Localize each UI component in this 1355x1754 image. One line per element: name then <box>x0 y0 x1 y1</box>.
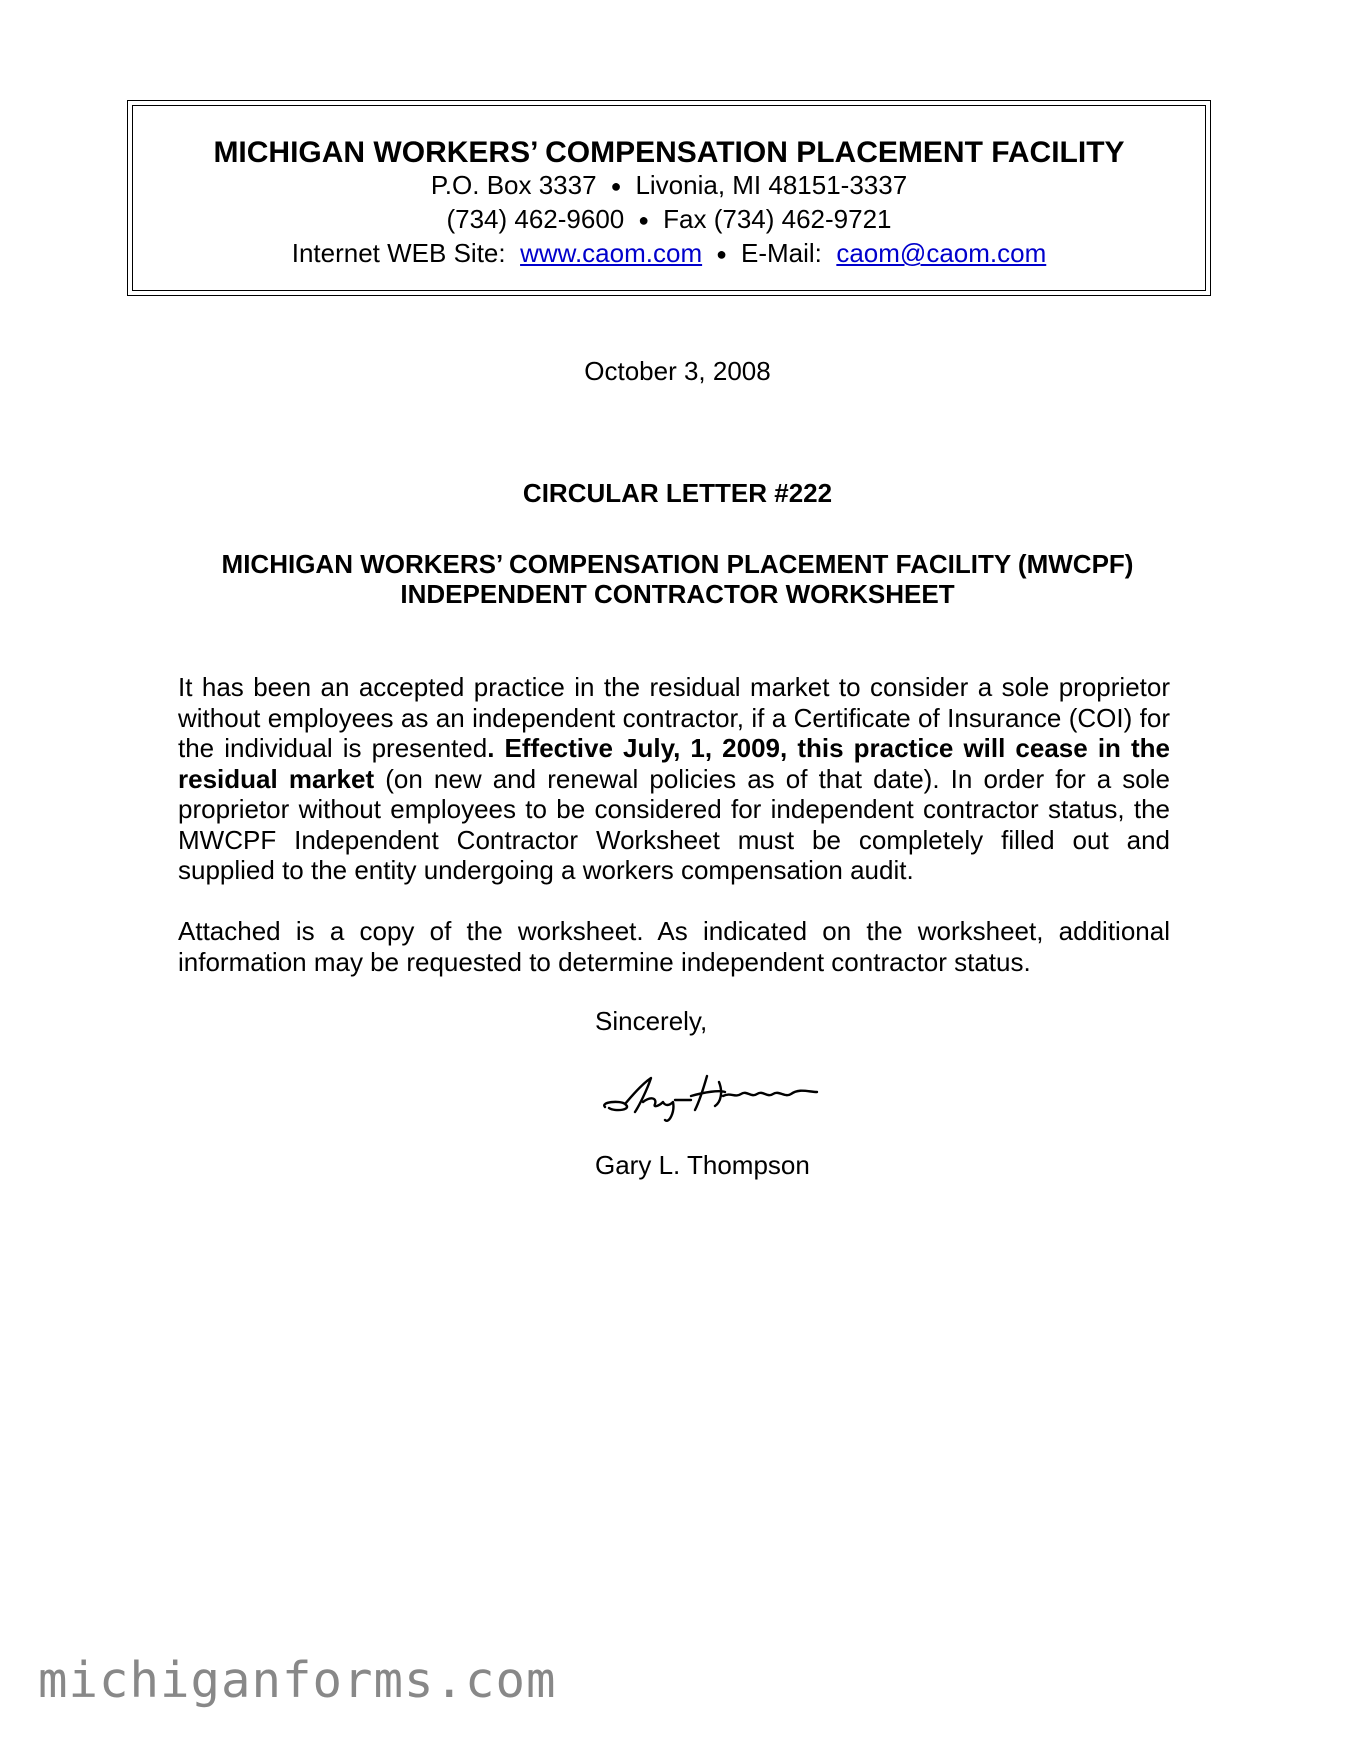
letterhead-box <box>127 100 1211 296</box>
signer-name: Gary L. Thompson <box>595 1150 810 1180</box>
watermark-text: michiganforms.com <box>38 1652 557 1709</box>
bullet-separator: ● <box>716 244 727 264</box>
circular-letter-title: CIRCULAR LETTER #222 <box>522 478 833 508</box>
closing-salutation: Sincerely, <box>595 1006 708 1036</box>
subject-line-1: MICHIGAN WORKERS’ COMPENSATION PLACEMENT FACILITY (MWCPF) <box>221 549 1134 579</box>
handwritten-signature <box>595 1062 845 1132</box>
city-state-zip: Livonia, MI 48151-3337 <box>635 170 908 200</box>
bullet-separator: ● <box>638 210 650 230</box>
address-line <box>133 170 1205 204</box>
email-label: E-Mail: <box>740 238 822 268</box>
body-paragraph-1 <box>178 672 1170 886</box>
website-link[interactable]: www.caom.com <box>520 238 703 268</box>
paragraph-1-text: It has been an accepted practice in the residual market to consider a sole proprietor without employees as an independent contractor, if a Certificate of Insurance (COI) for the individual is presented <box>178 672 1170 763</box>
bullet-separator: ● <box>610 176 622 196</box>
fax-number: Fax (734) 462-9721 <box>663 204 892 234</box>
letterhead-inner-border <box>132 105 1206 291</box>
organization-name: MICHIGAN WORKERS’ COMPENSATION PLACEMENT FACILITY <box>213 136 1125 169</box>
paragraph-1-text-continued: (on new and renewal policies as of that date). In order for a sole proprietor without employees to be considered for independent contractor status, the MWCPF Independent Contractor Worksheet must be completely filled out and supplied to the entity undergoing a workers compensation audit. <box>178 763 1170 885</box>
body-paragraph-2: Attached is a copy of the worksheet. As indicated on the worksheet, additional information may be requested to determine independent contractor status. <box>178 916 1170 977</box>
subject-heading <box>0 549 1355 609</box>
letter-date: October 3, 2008 <box>584 356 771 386</box>
po-box: P.O. Box 3337 <box>430 170 597 200</box>
paragraph-1-bold-text: . Effective July, 1, 2009, this practice will cease in the residual market <box>178 733 1171 794</box>
phone-number: (734) 462-9600 <box>446 204 625 234</box>
email-link[interactable]: caom@caom.com <box>836 238 1047 268</box>
subject-line-2: INDEPENDENT CONTRACTOR WORKSHEET <box>400 579 955 609</box>
phone-line <box>133 204 1205 238</box>
web-label: Internet WEB Site: <box>291 238 506 268</box>
contact-line <box>133 238 1205 272</box>
